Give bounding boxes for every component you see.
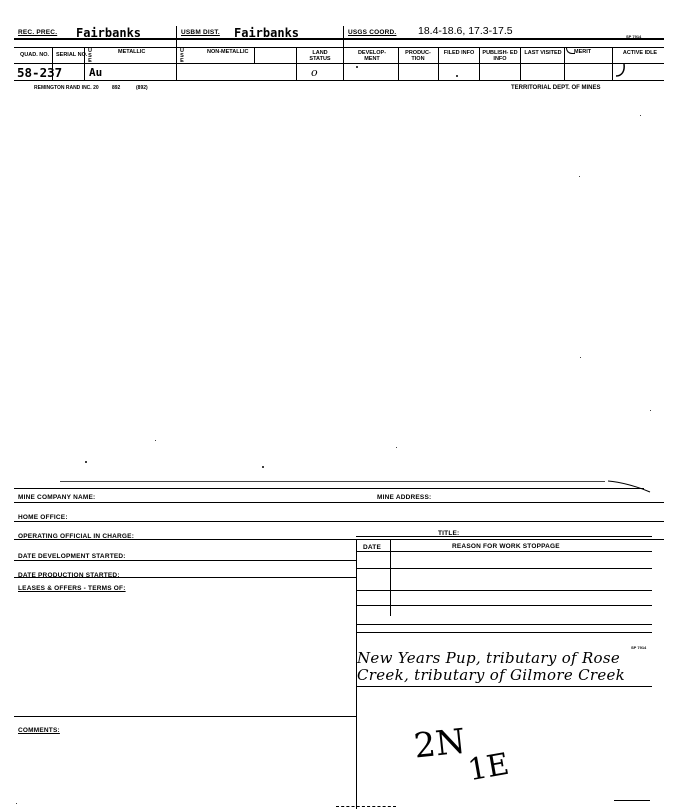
- date-production-started-label: DATE PRODUCTION STARTED:: [18, 572, 120, 579]
- speck: [579, 176, 580, 177]
- stoppage-row-3: [356, 605, 652, 606]
- form-number: SP 7914: [626, 34, 642, 39]
- line-below-prod-started: [14, 577, 356, 578]
- col-production: PRODUC- TION: [405, 50, 431, 62]
- reason-column-label: REASON FOR WORK STOPPAGE: [452, 543, 560, 550]
- top-rule-faint: [60, 481, 605, 482]
- handwritten-mark-1e: 1E: [465, 746, 512, 789]
- speck: [356, 66, 358, 68]
- col-use-nonmetallic: U S E: [180, 48, 184, 64]
- merit-bracket: [566, 47, 575, 54]
- usgs-coord-label: USGS COORD.: [348, 29, 397, 36]
- col-published-info: PUBLISH- ED INFO: [482, 50, 518, 62]
- col-sep-pub: [520, 47, 521, 80]
- printer-code-2: (892): [136, 85, 148, 91]
- col-active-idle: ACTIVE IDLE: [622, 50, 658, 56]
- col-sep-land: [254, 47, 255, 63]
- speck: [155, 440, 156, 441]
- note-top-line: [356, 632, 652, 633]
- form-number-small: SP 7914: [631, 645, 647, 650]
- bottom-right-dash: [614, 800, 650, 801]
- line-below-dev-started: [14, 560, 356, 561]
- col-development: DEVELOP- MENT: [357, 50, 387, 62]
- speck: [262, 466, 264, 468]
- speck: [16, 803, 17, 804]
- record-metallic: Au: [89, 66, 103, 79]
- col-merit: MERIT: [574, 49, 592, 55]
- comments-label: COMMENTS:: [18, 727, 60, 734]
- col-sep-merit: [612, 47, 613, 80]
- line-below-home-office: [14, 521, 664, 522]
- date-column-label: DATE: [363, 544, 382, 551]
- leases-offers-label: LEASES & OFFERS - TERMS OF:: [18, 585, 126, 592]
- comments-top-line: [14, 716, 356, 717]
- bottom-dash: [336, 806, 396, 807]
- speck: [580, 357, 581, 358]
- rec-prec-value: Fairbanks: [76, 26, 142, 40]
- col-sep-2: [343, 26, 344, 80]
- col-use-metallic: U S E: [88, 48, 92, 64]
- col-nonmetallic: NON-METALLIC: [207, 49, 249, 55]
- col-metallic: METALLIC: [118, 49, 146, 55]
- handwritten-note-line-2: Creek, tributary of Gilmore Creek: [357, 666, 626, 684]
- speck: [456, 75, 458, 77]
- speck: [640, 115, 641, 116]
- home-office-label: HOME OFFICE:: [18, 514, 68, 521]
- stoppage-row-1: [356, 568, 652, 569]
- corner-stroke: [606, 478, 652, 496]
- record-land-status: o: [311, 66, 318, 79]
- note-bottom-line: [356, 686, 652, 687]
- col-sep-1: [176, 26, 177, 80]
- col-filed-info: FILED INFO: [443, 50, 475, 56]
- rec-prec-label: REC. PREC.: [18, 29, 58, 36]
- columns-divider: [14, 63, 664, 64]
- title-label: TITLE:: [438, 530, 460, 537]
- date-development-started-label: DATE DEVELOPMENT STARTED:: [18, 553, 126, 560]
- handwritten-mark-2n: 2N: [412, 721, 468, 767]
- printer-imprint: REMINGTON RAND INC. 20: [34, 85, 99, 91]
- handwritten-note-line-1: New Years Pup, tributary of Rose: [357, 649, 621, 667]
- usbm-dist-label: USBM DIST.: [181, 29, 220, 36]
- line-below-company: [14, 502, 664, 503]
- col-land-status: LAND STATUS: [309, 50, 331, 62]
- stoppage-header-line: [356, 551, 652, 552]
- mine-company-top-line: [14, 488, 644, 489]
- stoppage-row-2: [356, 590, 652, 591]
- col-quad-no: QUAD. NO.: [20, 52, 50, 58]
- mine-company-name-label: MINE COMPANY NAME:: [18, 494, 96, 501]
- record-bottom-border: [14, 80, 664, 81]
- speck: [85, 461, 87, 463]
- record-quad-serial: 58-237: [17, 65, 63, 80]
- col-last-visited: LAST VISITED: [524, 50, 562, 56]
- printer-code-1: 892: [112, 85, 121, 91]
- col-sep-prod: [438, 47, 439, 80]
- col-serial-no: SERIAL NO.: [56, 52, 88, 58]
- col-sep-last: [564, 47, 565, 80]
- dept-name: TERRITORIAL DEPT. OF MINES: [511, 85, 601, 91]
- usgs-coord-value: 18.4-18.6, 17.3-17.5: [418, 25, 513, 37]
- usbm-dist-value: Fairbanks: [234, 26, 300, 40]
- operating-official-label: OPERATING OFFICIAL IN CHARGE:: [18, 533, 135, 540]
- mine-address-label: MINE ADDRESS:: [377, 494, 432, 501]
- line-below-official: [14, 539, 664, 540]
- col-sep-dev: [398, 47, 399, 80]
- speck: [396, 447, 397, 448]
- stoppage-top-line: [356, 536, 652, 537]
- stoppage-row-4: [356, 624, 652, 625]
- active-idle-checkmark: [614, 62, 628, 80]
- speck: [650, 410, 651, 411]
- col-sep-landstatus: [296, 47, 297, 80]
- col-sep-filed: [479, 47, 480, 80]
